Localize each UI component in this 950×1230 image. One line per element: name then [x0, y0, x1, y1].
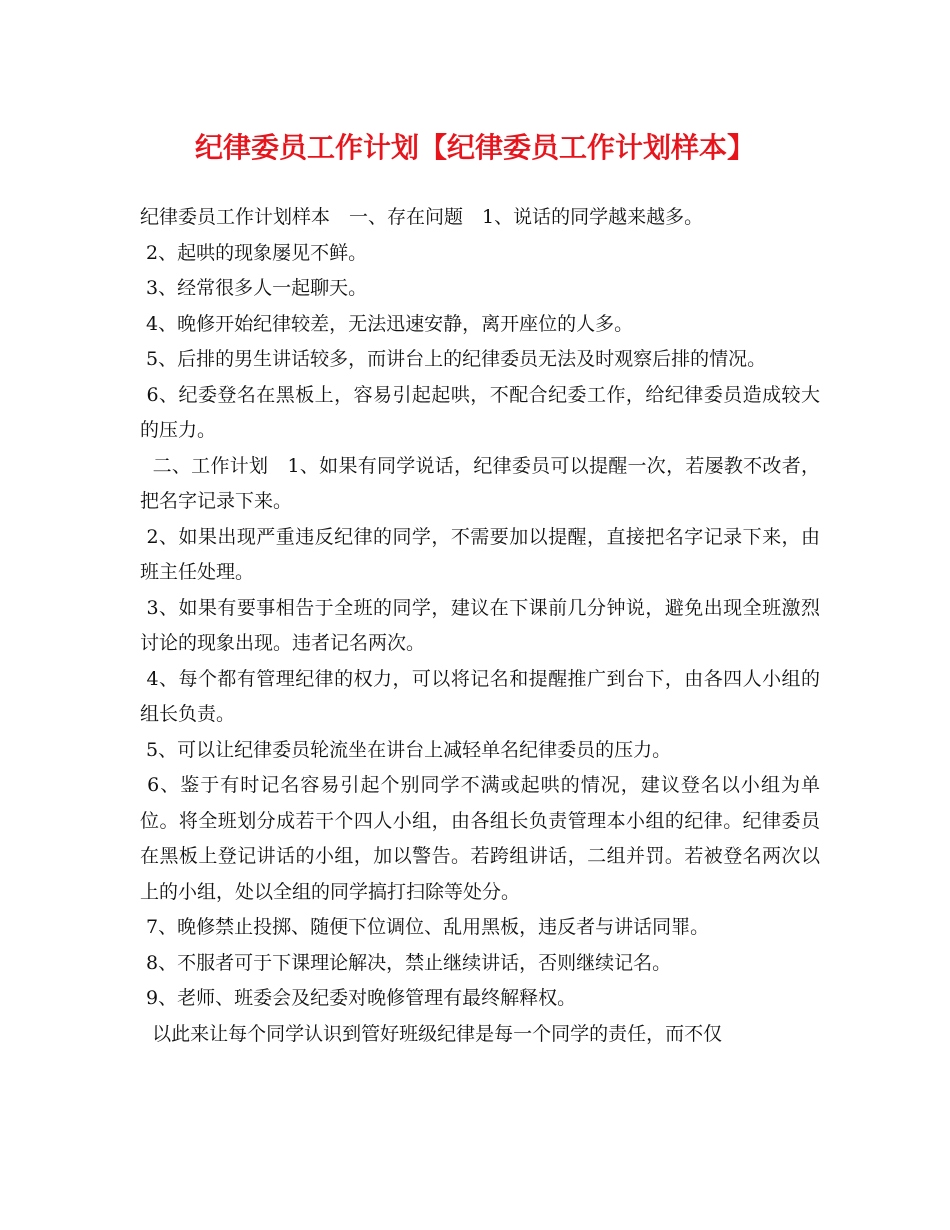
paragraph: 8、不服者可于下课理论解决，禁止继续讲话，否则继续记名。 [140, 951, 672, 974]
paragraph: 纪律委员工作计划样本 一、存在问题 1、说话的同学越来越多。 [140, 206, 704, 228]
document-body [140, 200, 820, 1052]
paragraph: 9、老师、班委会及纪委对晚修管理有最终解释权。 [140, 987, 577, 1009]
paragraph: 5、后排的男生讲话较多，而讲台上的纪律委员无法及时观察后排的情况。 [140, 348, 767, 370]
paragraph: 2、如果出现严重违反纪律的同学，不需要加以提醒，直接把名字记录下来，由班主任处理。 [140, 525, 820, 583]
paragraph: 3、如果有要事相告于全班的同学，建议在下课前几分钟说，避免出现全班激烈讨论的现象出现。违者记名两次。 [140, 596, 820, 654]
paragraph: 5、可以让纪律委员轮流坐在讲台上减轻单名纪律委员的压力。 [140, 738, 672, 761]
paragraph: 3、经常很多人一起聊天。 [140, 277, 368, 299]
paragraph: 2、起哄的现象屡见不鲜。 [140, 241, 368, 264]
paragraph: 以此来让每个同学认识到管好班级纪律是每一个同学的责任，而不仅 [140, 1022, 723, 1045]
paragraph: 7、晚修禁止投掷、随便下位调位、乱用黑板，违反者与讲话同罪。 [140, 916, 710, 938]
document-title: 纪律委员工作计划【纪律委员工作计划样本】 [194, 131, 755, 164]
paragraph: 4、晚修开始纪律较差，无法迅速安静，离开座位的人多。 [140, 312, 634, 335]
paragraph: 二、工作计划 1、如果有同学说话，纪律委员可以提醒一次，若屡教不改者，把名字记录下来。 [140, 454, 820, 512]
paragraph: 4、每个都有管理纪律的权力，可以将记名和提醒推广到台下，由各四人小组的组长负责。 [140, 667, 820, 725]
paragraph: 6、鉴于有时记名容易引起个别同学不满或起哄的情况，建议登名以小组为单位。将全班划分成若干个四人小组，由各组长负责管理本小组的纪律。纪律委员在黑板上登记讲话的小组，加以警告。若跨组讲话，二组并罚。若被登名两次以上的小组，处以全组的同学搞打扫除等处分。 [140, 774, 821, 903]
paragraph: 6、纪委登名在黑板上，容易引起起哄，不配合纪委工作，给纪律委员造成较大的压力。 [140, 383, 820, 441]
